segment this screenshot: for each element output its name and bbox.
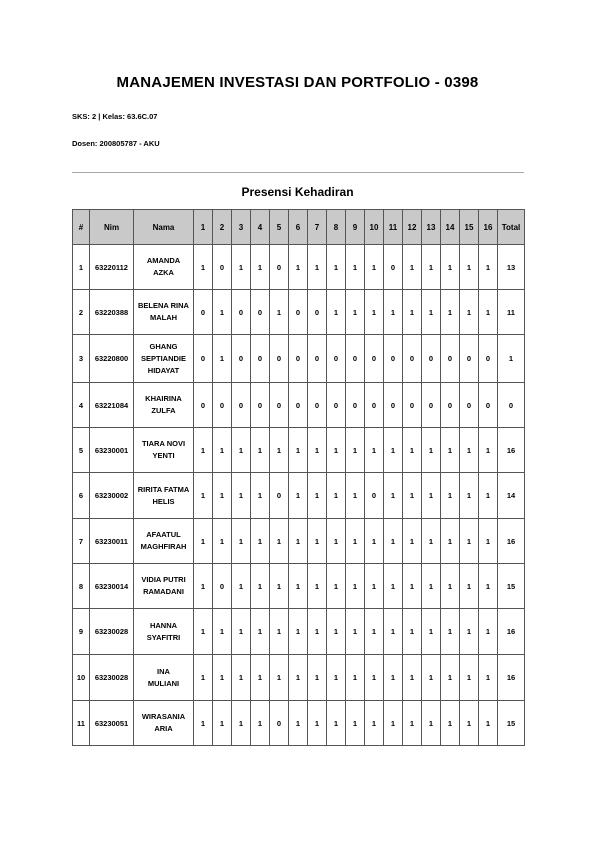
- attendance-cell: 1: [308, 564, 327, 609]
- attendance-cell: 1: [327, 473, 346, 519]
- attendance-cell: 0: [365, 335, 384, 383]
- col-header: 12: [403, 210, 422, 245]
- student-name-line: VIDIA PUTRI: [141, 575, 186, 584]
- col-header: 4: [251, 210, 270, 245]
- attendance-cell: 1: [441, 564, 460, 609]
- student-name-line: KHAIRINA: [145, 394, 182, 403]
- attendance-cell: 1: [194, 519, 213, 564]
- attendance-cell: 1: [194, 609, 213, 655]
- student-name: [134, 701, 194, 746]
- attendance-cell: 1: [213, 428, 232, 473]
- attendance-cell: 1: [289, 428, 308, 473]
- student-nim: 63220388: [90, 290, 134, 335]
- attendance-cell: 0: [270, 245, 289, 290]
- attendance-cell: 1: [365, 701, 384, 746]
- attendance-cell: 1: [441, 609, 460, 655]
- attendance-cell: 0: [460, 383, 479, 428]
- student-nim: 63220800: [90, 335, 134, 383]
- attendance-total: 11: [498, 290, 525, 335]
- student-name-line: MALAH: [149, 313, 178, 322]
- attendance-cell: 0: [251, 290, 270, 335]
- attendance-cell: 1: [194, 655, 213, 701]
- attendance-cell: 1: [232, 428, 251, 473]
- attendance-cell: 1: [346, 564, 365, 609]
- attendance-cell: 1: [479, 655, 498, 701]
- section-title: Presensi Kehadiran: [241, 185, 354, 199]
- table-row: [73, 245, 525, 290]
- attendance-cell: 1: [479, 701, 498, 746]
- attendance-cell: 1: [232, 473, 251, 519]
- attendance-cell: 1: [384, 701, 403, 746]
- attendance-cell: 1: [194, 428, 213, 473]
- attendance-cell: 1: [213, 655, 232, 701]
- attendance-cell: 0: [384, 383, 403, 428]
- col-header: 8: [327, 210, 346, 245]
- student-name: [134, 564, 194, 609]
- student-name-line: TIARA NOVI: [141, 439, 186, 448]
- student-name-line: AFAATUL: [146, 530, 181, 539]
- student-name: [134, 609, 194, 655]
- attendance-cell: 1: [232, 245, 251, 290]
- attendance-cell: 0: [346, 335, 365, 383]
- attendance-cell: 0: [479, 335, 498, 383]
- attendance-cell: 1: [270, 564, 289, 609]
- attendance-cell: 0: [365, 473, 384, 519]
- course-meta: SKS: 2 | Kelas: 63.6C.07: [72, 112, 158, 121]
- attendance-cell: 0: [270, 701, 289, 746]
- attendance-cell: 1: [365, 290, 384, 335]
- col-header: 2: [213, 210, 232, 245]
- attendance-cell: 1: [327, 701, 346, 746]
- attendance-cell: 1: [213, 335, 232, 383]
- student-name-line: SYAFITRI: [146, 632, 181, 642]
- attendance-cell: 1: [479, 245, 498, 290]
- student-name: [134, 245, 194, 290]
- attendance-cell: 1: [251, 655, 270, 701]
- attendance-table: [72, 209, 525, 746]
- col-header: Nim: [90, 210, 134, 245]
- attendance-cell: 1: [384, 609, 403, 655]
- col-header: 3: [232, 210, 251, 245]
- attendance-total: 15: [498, 701, 525, 746]
- attendance-cell: 0: [270, 383, 289, 428]
- col-header: Nama: [134, 210, 194, 245]
- student-name-line: ARIA: [154, 724, 173, 733]
- col-header: 10: [365, 210, 384, 245]
- col-header: 1: [194, 210, 213, 245]
- attendance-cell: 0: [422, 383, 441, 428]
- attendance-cell: 1: [479, 564, 498, 609]
- attendance-cell: 1: [365, 609, 384, 655]
- student-nim: 63230028: [90, 655, 134, 701]
- row-number: 7: [73, 519, 90, 564]
- attendance-total: 15: [498, 564, 525, 609]
- table-row: [73, 655, 525, 701]
- attendance-cell: 1: [251, 609, 270, 655]
- attendance-cell: 1: [289, 519, 308, 564]
- attendance-cell: 1: [384, 290, 403, 335]
- attendance-cell: 1: [441, 701, 460, 746]
- attendance-cell: 1: [460, 473, 479, 519]
- attendance-cell: 0: [327, 335, 346, 383]
- student-name: [134, 383, 194, 428]
- row-number: 4: [73, 383, 90, 428]
- attendance-cell: 1: [308, 519, 327, 564]
- attendance-cell: 1: [270, 428, 289, 473]
- attendance-cell: 1: [441, 473, 460, 519]
- attendance-total: 14: [498, 473, 525, 519]
- attendance-cell: 0: [479, 383, 498, 428]
- student-name-line: WIRASANIA: [141, 712, 186, 721]
- attendance-cell: 1: [460, 564, 479, 609]
- attendance-cell: 1: [384, 428, 403, 473]
- col-header: #: [73, 210, 90, 245]
- attendance-cell: 1: [384, 655, 403, 701]
- attendance-cell: 0: [441, 383, 460, 428]
- attendance-cell: 1: [289, 701, 308, 746]
- attendance-cell: 1: [346, 609, 365, 655]
- attendance-cell: 1: [327, 609, 346, 655]
- table-header-row: [73, 210, 525, 245]
- attendance-cell: 0: [194, 335, 213, 383]
- attendance-cell: 0: [251, 335, 270, 383]
- attendance-cell: 1: [422, 519, 441, 564]
- student-name-line: HANNA: [149, 620, 178, 630]
- attendance-cell: 0: [346, 383, 365, 428]
- attendance-cell: 1: [308, 245, 327, 290]
- attendance-cell: 0: [403, 335, 422, 383]
- attendance-cell: 0: [213, 245, 232, 290]
- row-number: 8: [73, 564, 90, 609]
- attendance-cell: 1: [479, 609, 498, 655]
- attendance-cell: 1: [327, 428, 346, 473]
- attendance-cell: 1: [327, 564, 346, 609]
- attendance-cell: 0: [460, 335, 479, 383]
- attendance-cell: 1: [194, 564, 213, 609]
- attendance-total: 16: [498, 519, 525, 564]
- attendance-cell: 1: [460, 290, 479, 335]
- student-nim: 63221084: [90, 383, 134, 428]
- col-header: 7: [308, 210, 327, 245]
- student-name: [134, 473, 194, 519]
- row-number: 9: [73, 609, 90, 655]
- attendance-total: 16: [498, 609, 525, 655]
- attendance-cell: 1: [403, 701, 422, 746]
- attendance-cell: 1: [422, 290, 441, 335]
- attendance-cell: 0: [308, 335, 327, 383]
- attendance-cell: 1: [346, 245, 365, 290]
- student-name: [134, 335, 194, 383]
- attendance-cell: 0: [384, 335, 403, 383]
- attendance-cell: 1: [460, 609, 479, 655]
- attendance-cell: 1: [460, 245, 479, 290]
- attendance-cell: 1: [289, 609, 308, 655]
- row-number: 11: [73, 701, 90, 746]
- attendance-cell: 0: [384, 245, 403, 290]
- student-name-line: HELIS: [152, 496, 175, 506]
- attendance-cell: 1: [251, 519, 270, 564]
- student-name: [134, 290, 194, 335]
- student-name-line: SEPTIANDIE: [140, 353, 186, 363]
- attendance-cell: 1: [308, 473, 327, 519]
- attendance-cell: 1: [422, 609, 441, 655]
- attendance-cell: 0: [270, 473, 289, 519]
- attendance-cell: 1: [213, 290, 232, 335]
- student-name: [134, 655, 194, 701]
- attendance-cell: 1: [422, 701, 441, 746]
- attendance-cell: 1: [346, 290, 365, 335]
- attendance-cell: 0: [365, 383, 384, 428]
- attendance-cell: 1: [232, 564, 251, 609]
- attendance-cell: 1: [365, 655, 384, 701]
- student-name-line: AZKA: [153, 268, 174, 277]
- attendance-cell: 1: [403, 655, 422, 701]
- attendance-cell: 1: [403, 428, 422, 473]
- attendance-cell: 0: [308, 290, 327, 335]
- student-name: [134, 519, 194, 564]
- col-header: 5: [270, 210, 289, 245]
- col-header: 9: [346, 210, 365, 245]
- student-name-line: MAGHFIRAH: [140, 542, 187, 551]
- attendance-cell: 1: [479, 473, 498, 519]
- attendance-cell: 1: [403, 473, 422, 519]
- attendance-cell: 1: [479, 519, 498, 564]
- attendance-body: [73, 245, 525, 746]
- attendance-cell: 1: [289, 655, 308, 701]
- attendance-cell: 1: [251, 564, 270, 609]
- attendance-cell: 1: [365, 564, 384, 609]
- col-header: 14: [441, 210, 460, 245]
- attendance-cell: 1: [213, 519, 232, 564]
- attendance-cell: 0: [251, 383, 270, 428]
- attendance-cell: 1: [403, 290, 422, 335]
- attendance-cell: 1: [441, 519, 460, 564]
- attendance-cell: 1: [422, 655, 441, 701]
- attendance-cell: 1: [441, 245, 460, 290]
- student-name-line: GHANG: [149, 341, 178, 351]
- attendance-cell: 1: [232, 655, 251, 701]
- attendance-cell: 1: [422, 245, 441, 290]
- attendance-cell: 1: [213, 609, 232, 655]
- attendance-cell: 1: [346, 473, 365, 519]
- attendance-cell: 1: [365, 245, 384, 290]
- attendance-cell: 1: [346, 428, 365, 473]
- table-row: [73, 701, 525, 746]
- col-header: 15: [460, 210, 479, 245]
- attendance-cell: 0: [308, 383, 327, 428]
- student-nim: 63220112: [90, 245, 134, 290]
- student-name-line: HIDAYAT: [147, 365, 180, 375]
- row-number: 2: [73, 290, 90, 335]
- attendance-cell: 1: [251, 245, 270, 290]
- attendance-cell: 1: [251, 473, 270, 519]
- attendance-cell: 1: [327, 290, 346, 335]
- attendance-cell: 1: [441, 428, 460, 473]
- attendance-cell: 0: [213, 564, 232, 609]
- attendance-cell: 1: [346, 655, 365, 701]
- attendance-cell: 1: [308, 655, 327, 701]
- student-nim: 63230028: [90, 609, 134, 655]
- attendance-cell: 0: [441, 335, 460, 383]
- lecturer-info: Dosen: 200805787 - AKU: [72, 139, 160, 148]
- attendance-cell: 1: [365, 519, 384, 564]
- attendance-cell: 1: [460, 428, 479, 473]
- attendance-cell: 1: [213, 701, 232, 746]
- table-row: [73, 609, 525, 655]
- table-row: [73, 519, 525, 564]
- attendance-cell: 1: [479, 428, 498, 473]
- table-row: [73, 335, 525, 383]
- attendance-cell: 1: [251, 701, 270, 746]
- attendance-cell: 1: [403, 519, 422, 564]
- student-name-line: RAMADANI: [143, 587, 184, 596]
- student-name-line: RIRITA FATMA: [137, 484, 190, 494]
- table-row: [73, 290, 525, 335]
- attendance-cell: 1: [270, 290, 289, 335]
- page-title: MANAJEMEN INVESTASI DAN PORTFOLIO - 0398: [116, 74, 479, 91]
- attendance-cell: 1: [422, 428, 441, 473]
- attendance-cell: 1: [422, 564, 441, 609]
- attendance-cell: 1: [403, 564, 422, 609]
- attendance-cell: 0: [327, 383, 346, 428]
- student-name-line: ZULFA: [151, 406, 176, 415]
- attendance-cell: 1: [460, 519, 479, 564]
- attendance-cell: 0: [289, 335, 308, 383]
- col-header: 13: [422, 210, 441, 245]
- col-header: Total: [498, 210, 525, 245]
- attendance-cell: 0: [403, 383, 422, 428]
- attendance-total: 13: [498, 245, 525, 290]
- attendance-total: 16: [498, 655, 525, 701]
- student-name-line: INA: [157, 666, 170, 676]
- attendance-total: 16: [498, 428, 525, 473]
- attendance-cell: 1: [384, 473, 403, 519]
- attendance-cell: 0: [213, 383, 232, 428]
- attendance-cell: 1: [346, 519, 365, 564]
- attendance-cell: 0: [232, 290, 251, 335]
- row-number: 1: [73, 245, 90, 290]
- attendance-cell: 0: [289, 383, 308, 428]
- attendance-cell: 0: [194, 383, 213, 428]
- table-row: [73, 564, 525, 609]
- attendance-cell: 1: [251, 428, 270, 473]
- attendance-total: 1: [498, 335, 525, 383]
- attendance-cell: 1: [289, 245, 308, 290]
- attendance-cell: 1: [384, 564, 403, 609]
- attendance-cell: 1: [308, 428, 327, 473]
- attendance-cell: 1: [422, 473, 441, 519]
- student-nim: 63230001: [90, 428, 134, 473]
- attendance-cell: 1: [213, 473, 232, 519]
- attendance-cell: 1: [270, 609, 289, 655]
- attendance-cell: 1: [270, 519, 289, 564]
- attendance-total: 0: [498, 383, 525, 428]
- attendance-cell: 1: [441, 655, 460, 701]
- attendance-cell: 1: [232, 519, 251, 564]
- divider: [72, 172, 524, 173]
- student-nim: 63230051: [90, 701, 134, 746]
- attendance-cell: 1: [289, 564, 308, 609]
- attendance-cell: 1: [403, 245, 422, 290]
- attendance-cell: 1: [460, 701, 479, 746]
- attendance-cell: 1: [327, 655, 346, 701]
- row-number: 10: [73, 655, 90, 701]
- student-nim: 63230002: [90, 473, 134, 519]
- col-header: 11: [384, 210, 403, 245]
- student-name-line: AMANDA: [146, 256, 181, 265]
- row-number: 5: [73, 428, 90, 473]
- attendance-cell: 0: [232, 383, 251, 428]
- student-name: [134, 428, 194, 473]
- student-nim: 63230011: [90, 519, 134, 564]
- row-number: 6: [73, 473, 90, 519]
- attendance-cell: 1: [289, 473, 308, 519]
- attendance-cell: 0: [232, 335, 251, 383]
- table-row: [73, 428, 525, 473]
- col-header: 6: [289, 210, 308, 245]
- attendance-cell: 1: [384, 519, 403, 564]
- table-row: [73, 383, 525, 428]
- attendance-cell: 0: [270, 335, 289, 383]
- attendance-cell: 1: [327, 245, 346, 290]
- student-name-line: BELENA RINA: [138, 301, 189, 310]
- attendance-cell: 1: [194, 701, 213, 746]
- attendance-cell: 1: [194, 473, 213, 519]
- student-name-line: YENTI: [152, 451, 175, 460]
- attendance-cell: 1: [346, 701, 365, 746]
- attendance-cell: 1: [270, 655, 289, 701]
- attendance-cell: 0: [194, 290, 213, 335]
- student-nim: 63230014: [90, 564, 134, 609]
- attendance-cell: 1: [194, 245, 213, 290]
- attendance-cell: 1: [403, 609, 422, 655]
- col-header: 16: [479, 210, 498, 245]
- student-name-line: MULIANI: [147, 678, 180, 688]
- attendance-cell: 1: [365, 428, 384, 473]
- row-number: 3: [73, 335, 90, 383]
- attendance-cell: 1: [327, 519, 346, 564]
- attendance-cell: 1: [441, 290, 460, 335]
- table-row: [73, 473, 525, 519]
- attendance-cell: 1: [308, 701, 327, 746]
- attendance-cell: 1: [479, 290, 498, 335]
- attendance-cell: 0: [289, 290, 308, 335]
- attendance-cell: 1: [308, 609, 327, 655]
- attendance-cell: 1: [232, 609, 251, 655]
- attendance-cell: 0: [422, 335, 441, 383]
- attendance-cell: 1: [232, 701, 251, 746]
- attendance-cell: 1: [460, 655, 479, 701]
